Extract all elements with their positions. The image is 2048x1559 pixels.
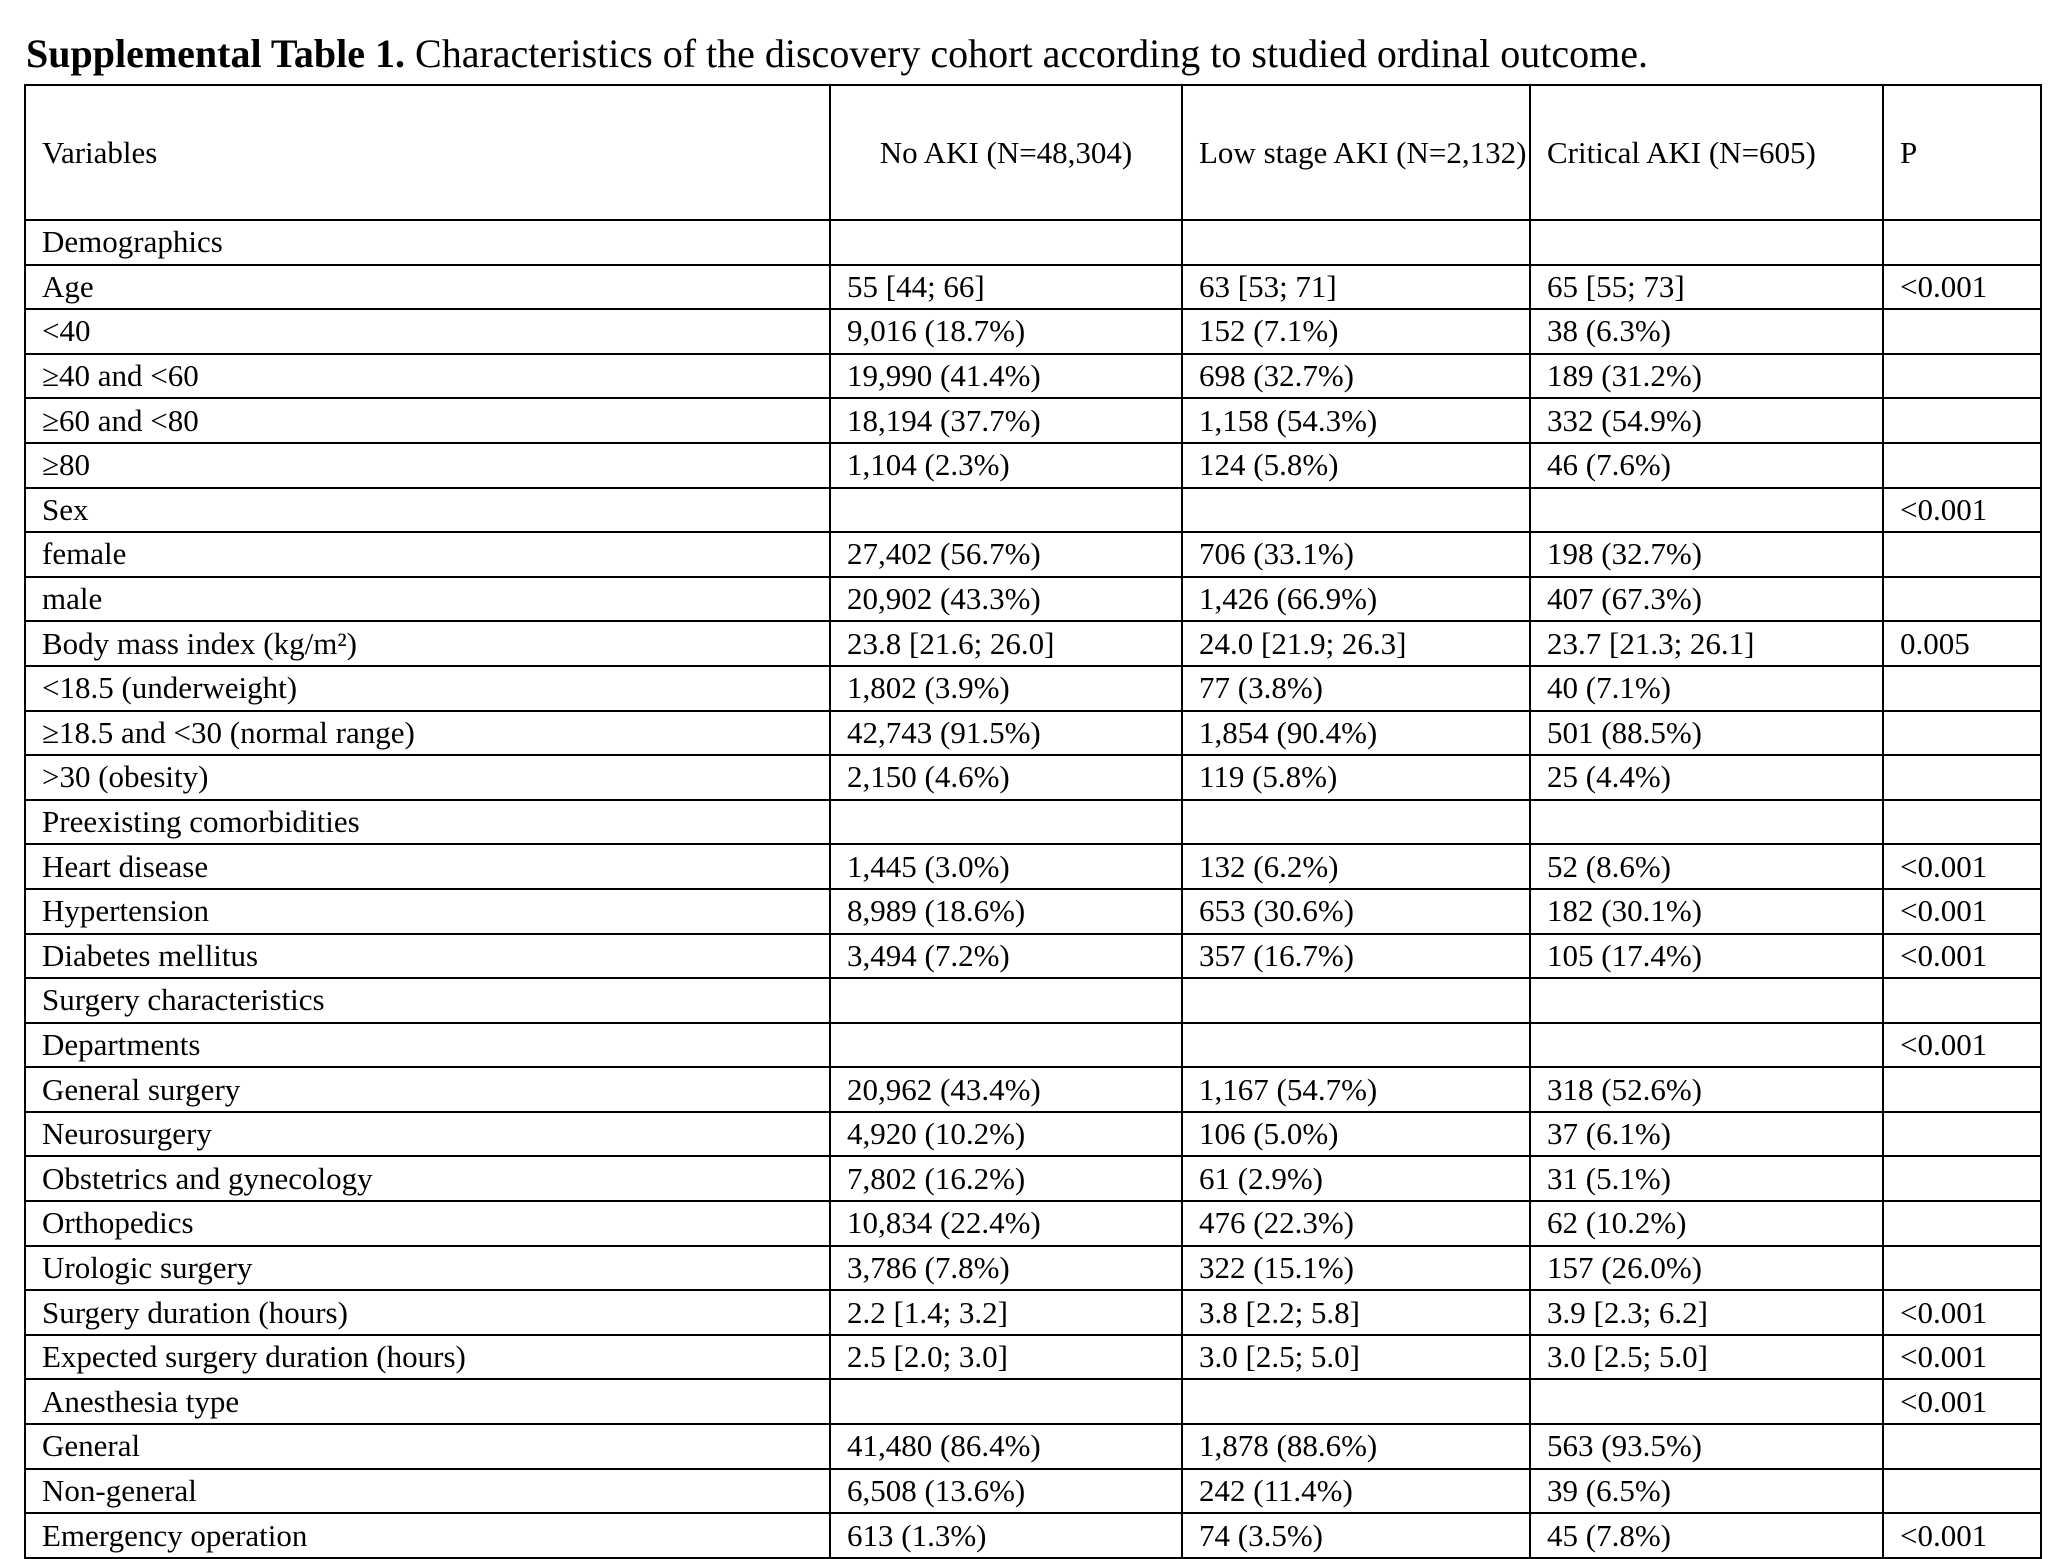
low-stage-aki-cell: 242 (11.4%) bbox=[1182, 1469, 1530, 1514]
no-aki-cell bbox=[830, 978, 1182, 1023]
no-aki-cell: 9,016 (18.7%) bbox=[830, 309, 1182, 354]
table-row bbox=[25, 220, 2041, 265]
p-value-cell: <0.001 bbox=[1883, 889, 2041, 934]
table-header bbox=[25, 85, 2041, 220]
p-value-cell: <0.001 bbox=[1883, 265, 2041, 310]
no-aki-cell: 20,902 (43.3%) bbox=[830, 577, 1182, 622]
p-value-cell: <0.001 bbox=[1883, 1335, 2041, 1380]
critical-aki-cell: 62 (10.2%) bbox=[1530, 1201, 1883, 1246]
variable-label: Surgery duration (hours) bbox=[25, 1290, 830, 1335]
variable-label: Surgery characteristics bbox=[25, 978, 830, 1023]
low-stage-aki-cell bbox=[1182, 978, 1530, 1023]
p-value-cell bbox=[1883, 309, 2041, 354]
table-row bbox=[25, 755, 2041, 800]
no-aki-cell: 55 [44; 66] bbox=[830, 265, 1182, 310]
table-row bbox=[25, 889, 2041, 934]
p-value-cell bbox=[1883, 1112, 2041, 1157]
p-value-cell: <0.001 bbox=[1883, 1379, 2041, 1424]
low-stage-aki-cell: 119 (5.8%) bbox=[1182, 755, 1530, 800]
critical-aki-cell: 23.7 [21.3; 26.1] bbox=[1530, 621, 1883, 666]
no-aki-cell: 4,920 (10.2%) bbox=[830, 1112, 1182, 1157]
no-aki-cell: 3,786 (7.8%) bbox=[830, 1246, 1182, 1291]
low-stage-aki-cell: 1,854 (90.4%) bbox=[1182, 711, 1530, 756]
critical-aki-cell: 65 [55; 73] bbox=[1530, 265, 1883, 310]
no-aki-cell: 2,150 (4.6%) bbox=[830, 755, 1182, 800]
critical-aki-cell bbox=[1530, 978, 1883, 1023]
variable-label: Emergency operation bbox=[25, 1513, 830, 1558]
no-aki-cell: 19,990 (41.4%) bbox=[830, 354, 1182, 399]
table-row bbox=[25, 711, 2041, 756]
no-aki-cell: 8,989 (18.6%) bbox=[830, 889, 1182, 934]
characteristics-table bbox=[24, 84, 2042, 1559]
critical-aki-cell: 46 (7.6%) bbox=[1530, 443, 1883, 488]
header-row bbox=[25, 85, 2041, 220]
no-aki-cell bbox=[830, 488, 1182, 533]
low-stage-aki-cell bbox=[1182, 488, 1530, 533]
variable-label: Orthopedics bbox=[25, 1201, 830, 1246]
variable-label: ≥80 bbox=[25, 443, 830, 488]
p-value-cell: <0.001 bbox=[1883, 488, 2041, 533]
no-aki-cell: 27,402 (56.7%) bbox=[830, 532, 1182, 577]
variable-label: Hypertension bbox=[25, 889, 830, 934]
table-row bbox=[25, 1201, 2041, 1246]
variable-label: Age bbox=[25, 265, 830, 310]
low-stage-aki-cell bbox=[1182, 1379, 1530, 1424]
variable-label: Non-general bbox=[25, 1469, 830, 1514]
no-aki-cell: 20,962 (43.4%) bbox=[830, 1067, 1182, 1112]
no-aki-cell: 1,445 (3.0%) bbox=[830, 844, 1182, 889]
p-value-cell bbox=[1883, 532, 2041, 577]
table-row bbox=[25, 309, 2041, 354]
low-stage-aki-cell: 124 (5.8%) bbox=[1182, 443, 1530, 488]
p-value-cell bbox=[1883, 1067, 2041, 1112]
header-critical-aki: Critical AKI (N=605) bbox=[1530, 85, 1883, 220]
p-value-cell bbox=[1883, 978, 2041, 1023]
no-aki-cell bbox=[830, 1379, 1182, 1424]
no-aki-cell: 7,802 (16.2%) bbox=[830, 1156, 1182, 1201]
critical-aki-cell: 318 (52.6%) bbox=[1530, 1067, 1883, 1112]
table-row bbox=[25, 1156, 2041, 1201]
p-value-cell bbox=[1883, 577, 2041, 622]
table-row bbox=[25, 1067, 2041, 1112]
low-stage-aki-cell: 1,158 (54.3%) bbox=[1182, 398, 1530, 443]
p-value-cell: <0.001 bbox=[1883, 934, 2041, 979]
table-row bbox=[25, 488, 2041, 533]
low-stage-aki-cell: 653 (30.6%) bbox=[1182, 889, 1530, 934]
no-aki-cell bbox=[830, 220, 1182, 265]
no-aki-cell: 2.5 [2.0; 3.0] bbox=[830, 1335, 1182, 1380]
table-body bbox=[25, 220, 2041, 1558]
table-row bbox=[25, 666, 2041, 711]
no-aki-cell: 2.2 [1.4; 3.2] bbox=[830, 1290, 1182, 1335]
p-value-cell bbox=[1883, 1246, 2041, 1291]
low-stage-aki-cell: 63 [53; 71] bbox=[1182, 265, 1530, 310]
variable-label: female bbox=[25, 532, 830, 577]
table-row bbox=[25, 1112, 2041, 1157]
variable-label: >30 (obesity) bbox=[25, 755, 830, 800]
no-aki-cell: 23.8 [21.6; 26.0] bbox=[830, 621, 1182, 666]
p-value-cell bbox=[1883, 443, 2041, 488]
p-value-cell bbox=[1883, 666, 2041, 711]
low-stage-aki-cell: 322 (15.1%) bbox=[1182, 1246, 1530, 1291]
no-aki-cell: 613 (1.3%) bbox=[830, 1513, 1182, 1558]
variable-label: ≥40 and <60 bbox=[25, 354, 830, 399]
table-row bbox=[25, 354, 2041, 399]
header-p: P bbox=[1883, 85, 2041, 220]
critical-aki-cell: 31 (5.1%) bbox=[1530, 1156, 1883, 1201]
p-value-cell bbox=[1883, 711, 2041, 756]
critical-aki-cell: 407 (67.3%) bbox=[1530, 577, 1883, 622]
variable-label: ≥60 and <80 bbox=[25, 398, 830, 443]
variable-label: Preexisting comorbidities bbox=[25, 800, 830, 845]
table-row bbox=[25, 443, 2041, 488]
no-aki-cell bbox=[830, 1023, 1182, 1068]
caption-label: Supplemental Table 1. bbox=[26, 31, 406, 76]
p-value-cell bbox=[1883, 1156, 2041, 1201]
critical-aki-cell: 198 (32.7%) bbox=[1530, 532, 1883, 577]
p-value-cell: <0.001 bbox=[1883, 1023, 2041, 1068]
low-stage-aki-cell: 357 (16.7%) bbox=[1182, 934, 1530, 979]
table-caption bbox=[26, 28, 1648, 80]
header-low-stage-aki: Low stage AKI (N=2,132) bbox=[1182, 85, 1530, 220]
low-stage-aki-cell: 61 (2.9%) bbox=[1182, 1156, 1530, 1201]
variable-label: Demographics bbox=[25, 220, 830, 265]
no-aki-cell: 41,480 (86.4%) bbox=[830, 1424, 1182, 1469]
p-value-cell bbox=[1883, 220, 2041, 265]
low-stage-aki-cell: 1,878 (88.6%) bbox=[1182, 1424, 1530, 1469]
critical-aki-cell: 52 (8.6%) bbox=[1530, 844, 1883, 889]
header-variables: Variables bbox=[25, 85, 830, 220]
critical-aki-cell: 157 (26.0%) bbox=[1530, 1246, 1883, 1291]
p-value-cell bbox=[1883, 1424, 2041, 1469]
table-row bbox=[25, 1290, 2041, 1335]
table-row bbox=[25, 844, 2041, 889]
critical-aki-cell: 3.0 [2.5; 5.0] bbox=[1530, 1335, 1883, 1380]
table-row bbox=[25, 1424, 2041, 1469]
variable-label: Anesthesia type bbox=[25, 1379, 830, 1424]
no-aki-cell: 1,802 (3.9%) bbox=[830, 666, 1182, 711]
low-stage-aki-cell: 1,426 (66.9%) bbox=[1182, 577, 1530, 622]
variable-label: Expected surgery duration (hours) bbox=[25, 1335, 830, 1380]
critical-aki-cell: 38 (6.3%) bbox=[1530, 309, 1883, 354]
table-row bbox=[25, 265, 2041, 310]
table-row bbox=[25, 1335, 2041, 1380]
variable-label: male bbox=[25, 577, 830, 622]
low-stage-aki-cell: 1,167 (54.7%) bbox=[1182, 1067, 1530, 1112]
low-stage-aki-cell bbox=[1182, 800, 1530, 845]
p-value-cell: 0.005 bbox=[1883, 621, 2041, 666]
variable-label: ≥18.5 and <30 (normal range) bbox=[25, 711, 830, 756]
no-aki-cell: 42,743 (91.5%) bbox=[830, 711, 1182, 756]
no-aki-cell: 18,194 (37.7%) bbox=[830, 398, 1182, 443]
variable-label: Neurosurgery bbox=[25, 1112, 830, 1157]
critical-aki-cell: 45 (7.8%) bbox=[1530, 1513, 1883, 1558]
critical-aki-cell: 563 (93.5%) bbox=[1530, 1424, 1883, 1469]
low-stage-aki-cell: 698 (32.7%) bbox=[1182, 354, 1530, 399]
variable-label: Departments bbox=[25, 1023, 830, 1068]
p-value-cell bbox=[1883, 354, 2041, 399]
critical-aki-cell: 189 (31.2%) bbox=[1530, 354, 1883, 399]
low-stage-aki-cell: 3.0 [2.5; 5.0] bbox=[1182, 1335, 1530, 1380]
table-row bbox=[25, 934, 2041, 979]
critical-aki-cell: 39 (6.5%) bbox=[1530, 1469, 1883, 1514]
table-row bbox=[25, 577, 2041, 622]
low-stage-aki-cell: 132 (6.2%) bbox=[1182, 844, 1530, 889]
p-value-cell bbox=[1883, 755, 2041, 800]
low-stage-aki-cell: 706 (33.1%) bbox=[1182, 532, 1530, 577]
table-row bbox=[25, 398, 2041, 443]
p-value-cell: <0.001 bbox=[1883, 1290, 2041, 1335]
low-stage-aki-cell: 106 (5.0%) bbox=[1182, 1112, 1530, 1157]
variable-label: General bbox=[25, 1424, 830, 1469]
critical-aki-cell: 182 (30.1%) bbox=[1530, 889, 1883, 934]
no-aki-cell: 6,508 (13.6%) bbox=[830, 1469, 1182, 1514]
p-value-cell bbox=[1883, 1201, 2041, 1246]
no-aki-cell: 1,104 (2.3%) bbox=[830, 443, 1182, 488]
low-stage-aki-cell: 74 (3.5%) bbox=[1182, 1513, 1530, 1558]
critical-aki-cell: 37 (6.1%) bbox=[1530, 1112, 1883, 1157]
variable-label: <40 bbox=[25, 309, 830, 354]
table-row bbox=[25, 978, 2041, 1023]
critical-aki-cell bbox=[1530, 1023, 1883, 1068]
no-aki-cell: 10,834 (22.4%) bbox=[830, 1201, 1182, 1246]
critical-aki-cell: 501 (88.5%) bbox=[1530, 711, 1883, 756]
critical-aki-cell: 332 (54.9%) bbox=[1530, 398, 1883, 443]
variable-label: <18.5 (underweight) bbox=[25, 666, 830, 711]
variable-label: Heart disease bbox=[25, 844, 830, 889]
low-stage-aki-cell bbox=[1182, 1023, 1530, 1068]
variable-label: Urologic surgery bbox=[25, 1246, 830, 1291]
critical-aki-cell: 40 (7.1%) bbox=[1530, 666, 1883, 711]
critical-aki-cell: 3.9 [2.3; 6.2] bbox=[1530, 1290, 1883, 1335]
critical-aki-cell bbox=[1530, 220, 1883, 265]
p-value-cell: <0.001 bbox=[1883, 1513, 2041, 1558]
table-row bbox=[25, 800, 2041, 845]
variable-label: Body mass index (kg/m²) bbox=[25, 621, 830, 666]
caption-text: Characteristics of the discovery cohort according to studied ordinal outcome. bbox=[405, 31, 1648, 76]
critical-aki-cell: 105 (17.4%) bbox=[1530, 934, 1883, 979]
critical-aki-cell bbox=[1530, 1379, 1883, 1424]
critical-aki-cell bbox=[1530, 800, 1883, 845]
variable-label: Sex bbox=[25, 488, 830, 533]
low-stage-aki-cell: 3.8 [2.2; 5.8] bbox=[1182, 1290, 1530, 1335]
p-value-cell: <0.001 bbox=[1883, 844, 2041, 889]
header-no-aki: No AKI (N=48,304) bbox=[830, 85, 1182, 220]
critical-aki-cell bbox=[1530, 488, 1883, 533]
no-aki-cell bbox=[830, 800, 1182, 845]
variable-label: Obstetrics and gynecology bbox=[25, 1156, 830, 1201]
table-row bbox=[25, 1023, 2041, 1068]
p-value-cell bbox=[1883, 398, 2041, 443]
p-value-cell bbox=[1883, 800, 2041, 845]
low-stage-aki-cell: 476 (22.3%) bbox=[1182, 1201, 1530, 1246]
no-aki-cell: 3,494 (7.2%) bbox=[830, 934, 1182, 979]
low-stage-aki-cell: 152 (7.1%) bbox=[1182, 309, 1530, 354]
variable-label: General surgery bbox=[25, 1067, 830, 1112]
low-stage-aki-cell: 77 (3.8%) bbox=[1182, 666, 1530, 711]
table-row bbox=[25, 621, 2041, 666]
table-row bbox=[25, 1379, 2041, 1424]
variable-label: Diabetes mellitus bbox=[25, 934, 830, 979]
table-row bbox=[25, 532, 2041, 577]
table-row bbox=[25, 1469, 2041, 1514]
p-value-cell bbox=[1883, 1469, 2041, 1514]
low-stage-aki-cell bbox=[1182, 220, 1530, 265]
table-row bbox=[25, 1246, 2041, 1291]
critical-aki-cell: 25 (4.4%) bbox=[1530, 755, 1883, 800]
low-stage-aki-cell: 24.0 [21.9; 26.3] bbox=[1182, 621, 1530, 666]
